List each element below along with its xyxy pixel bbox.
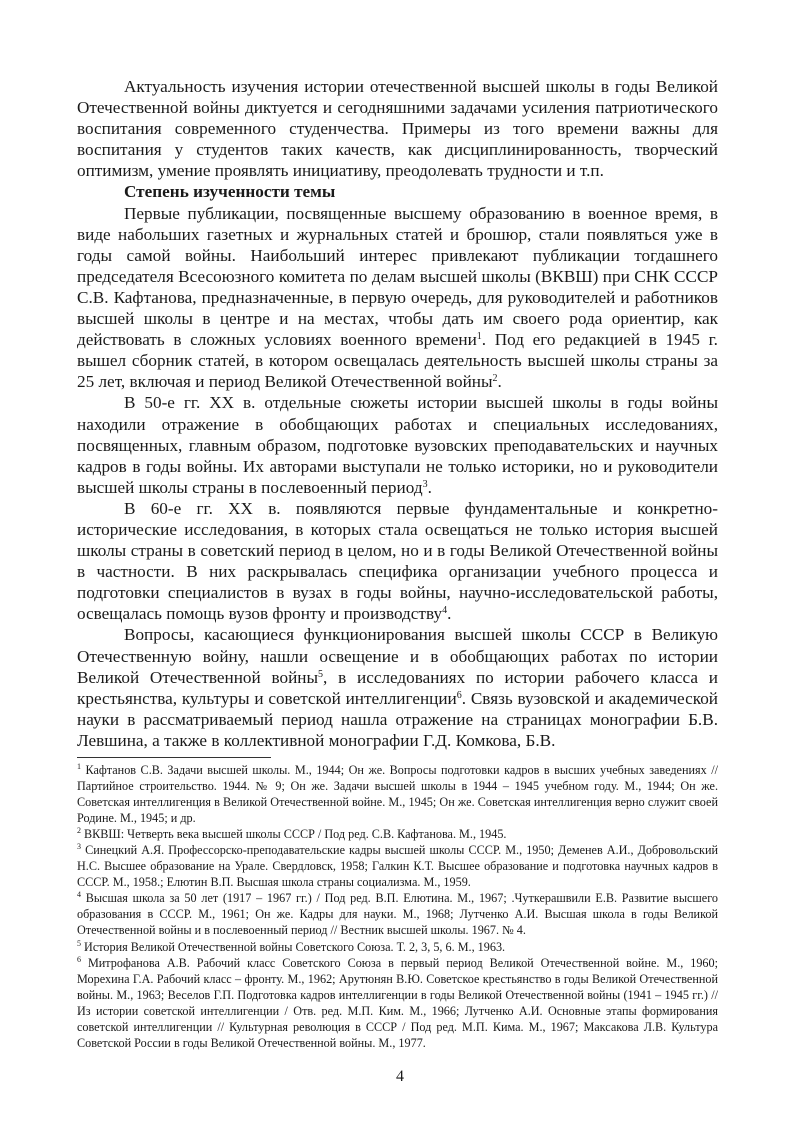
footnote-ref-3[interactable]: 3	[422, 478, 428, 490]
footnote-text: ВКВШ: Четверть века высшей школы СССР / Под ред. С.В. Кафтанова. М., 1945.	[81, 827, 507, 842]
footnote-ref-4[interactable]: 4	[442, 605, 448, 617]
paragraph-text: . Под его редакцией в 1945 г. вышел сборник статей, в котором освещалась деятельность высшей школы страны за 25 лет, включая и период Великой Отечественной войны	[77, 330, 718, 392]
footnote-5	[77, 939, 718, 955]
footnote-ref-5[interactable]: 5	[318, 668, 324, 680]
footnote-2	[77, 826, 718, 842]
paragraph-text: В 50-е гг. XX в. отдельные сюжеты истории высшей школы в годы войны находили отражение в обобщающих работах и специальных исследованиях, посвященных, главным образом, подготовке вузовских преподавательских и научных кадров в годы войны. Их авторами выступали не только историки, но и руководители высшей школы страны в послевоенный период	[77, 393, 718, 497]
footnote-number: 4	[77, 890, 81, 900]
footnote-1	[77, 762, 718, 826]
footnote-number: 6	[77, 954, 81, 964]
paragraph-fifties	[77, 392, 718, 497]
section-heading: Степень изученности темы	[124, 182, 336, 202]
paragraph-text: Первые публикации, посвященные высшему образованию в военное время, в виде набольших газетных и журнальных статей и брошюр, стали появляться уже в годы самой войны. Наибольший интерес привлекают публикации тогдашнего председателя Всесоюзного комитета по делам высшей школы (ВКВШ) при СНК СССР С.В. Кафтанова, предназначенные, в первую очередь, для руководителей и работников высшей школы в центре и на местах, чтобы дать им своего рода ориентир, как действовать в сложных условиях военного времени	[77, 203, 718, 350]
footnote-4	[77, 890, 718, 938]
paragraph-first-publications	[77, 203, 718, 393]
paragraph-text: .	[427, 477, 432, 497]
main-text	[77, 76, 718, 751]
paragraph-text: Вопросы, касающиеся функционирования высшей школы СССР в Великую Отечественную войну, нашли освещение и в обобщающих работах по истории Великой Отечественной войны	[77, 625, 718, 687]
paragraph-questions	[77, 624, 718, 751]
footnote-text: История Великой Отечественной войны Советского Союза. Т. 2, 3, 5, 6. М., 1963.	[81, 939, 506, 954]
footnote-separator	[77, 757, 271, 758]
footnote-ref-2[interactable]: 2	[492, 373, 498, 385]
footnote-text: Кафтанов С.В. Задачи высшей школы. М., 1944; Он же. Вопросы подготовки кадров в высших учебных заведениях // Партийное строительство. 1944. № 9; Он же. Задачи высшей школы в 1944 – 1945 учебном году. М., 1944; Он же. Советская интеллигенция в Великой Отечественной войне. М., 1945; Он же. Советская интеллигенция верно служит своей Родине. М., 1945; и др.	[77, 763, 718, 826]
footnote-3	[77, 842, 718, 890]
paragraph-text: .	[497, 372, 502, 392]
footnote-number: 5	[77, 938, 81, 948]
footnote-number: 3	[77, 842, 81, 852]
footnote-6	[77, 955, 718, 1051]
footnote-text: Синецкий А.Я. Профессорско-преподавательские кадры высшей школы СССР. М., 1950; Деменев А.И., Добровольский Н.С. Высшее образование на Урале. Свердловск, 1958; Галкин К.Т. Высшее образование и подготовка научных кадров в СССР. М., 1958.; Елютин В.П. Высшая школа страны социализма. М., 1959.	[77, 843, 718, 890]
footnote-number: 2	[77, 826, 81, 836]
paragraph-text: . Связь вузовской и академической науки в рассматриваемый период нашла отражение на страницах монографии Б.В. Левшина, а также в коллективной монографии Г.Д. Комкова, Б.В.	[77, 688, 719, 750]
paragraph-text: В 60-е гг. XX в. появляются первые фундаментальные и конкретно-исторические исследования, в которых стала освещаться не только история высшей школы страны в советский период в целом, но и в годы Великой Отечественной войны в частности. В них раскрывалась специфика организации учебного процесса и подготовки специалистов в вузах в годы войны, научно-исследовательской работы, освещалась помощь вузов фронту и производству	[77, 498, 718, 624]
paragraph-text: .	[447, 604, 452, 624]
footnote-text: Митрофанова А.В. Рабочий класс Советского Союза в первый период Великой Отечественной войне. М., 1960; Морехина Г.А. Рабочий класс – фронту. М., 1962; Арутюнян В.Ю. Советское крестьянство в годы Великой Отечественной войны. М., 1963; Веселов Г.П. Подготовка кадров интеллигенции в годы Великой Отечественной войны (1941 – 1945 гг.) // Из истории советской интеллигенции / Отв. ред. М.П. Ким. М., 1966; Лутченко А.И. Основные этапы формирования советской интеллигенции // Культурная революция в СССР / Под ред. М.П. Кима. М., 1967; Максакова Л.В. Культура Советской России в годы Великой Отечественной войны. М., 1977.	[77, 955, 718, 1050]
paragraph-relevance: Актуальность изучения истории отечественной высшей школы в годы Великой Отечественной войны диктуется и сегодняшними задачами усиления патриотического воспитания современного студенчества. Примеры из того времени важны для воспитания у студентов таких качеств, как дисциплинированность, творческий оптимизм, умение проявлять инициативу, преодолевать трудности и т.п.	[77, 77, 718, 181]
footnote-text: Высшая школа за 50 лет (1917 – 1967 гг.) / Под ред. В.П. Елютина. М., 1967; .Чуткерашвили Е.В. Развитие высшего образования в СССР. М., 1961; Он же. Кадры для науки. М., 1968; Лутченко А.И. Высшая школа в годы Великой Отечественной войны и в послевоенный период // Вестник высшей школы. 1967. № 4.	[77, 891, 718, 938]
page-number: 4	[396, 1068, 404, 1085]
footnote-ref-6[interactable]: 6	[456, 689, 462, 701]
footnote-number: 1	[77, 762, 81, 771]
footnote-ref-1[interactable]: 1	[476, 331, 482, 343]
paragraph-text: , в исследованиях по истории рабочего класса и крестьянства, культуры и советской интеллигенции	[77, 667, 719, 708]
footnotes	[77, 762, 718, 1051]
paragraph-sixties	[77, 498, 718, 625]
